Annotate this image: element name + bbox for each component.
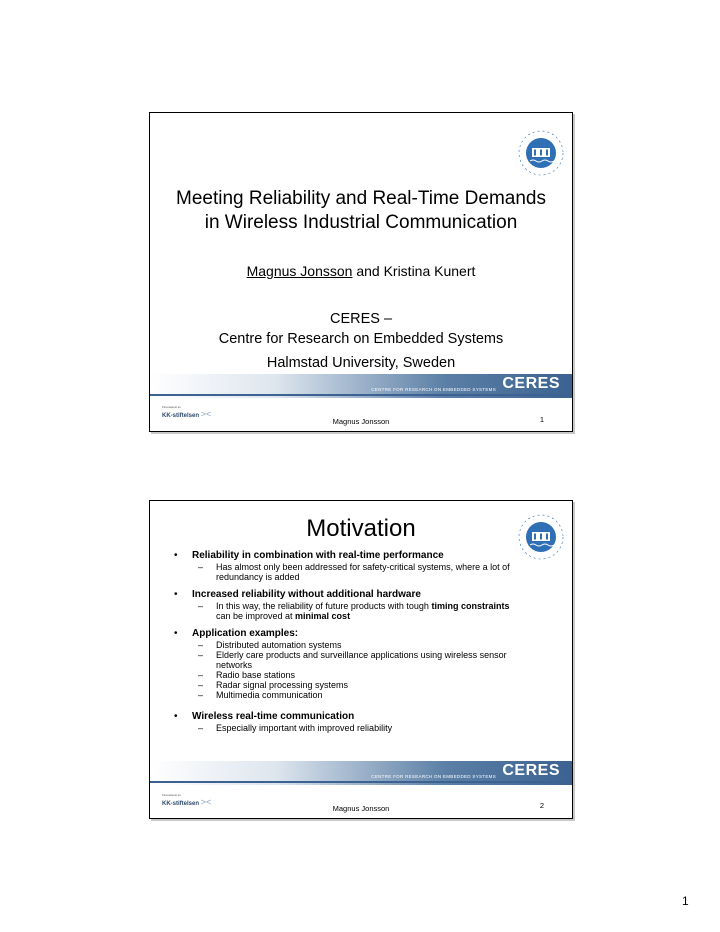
kk-stiftelsen-logo: Finansierat av KK-stiftelsen >< <box>162 793 212 807</box>
footer-author: Magnus Jonsson <box>332 417 390 426</box>
bullet-item: • Wireless real-time communication <box>172 711 512 723</box>
halmstad-logo <box>513 125 569 181</box>
chevron-icon: >< <box>200 409 212 419</box>
sub-bullet-item: – Distributed automation systems <box>172 640 512 650</box>
footer-divider <box>150 781 572 783</box>
bullet-item: • Application examples: <box>172 628 512 640</box>
slide-2 <box>149 500 573 819</box>
kk-stiftelsen-logo: Finansierat av KK-stiftelsen >< <box>162 405 212 419</box>
slide-number: 1 <box>539 415 544 424</box>
footer-divider <box>150 394 572 396</box>
sub-bullet-item: – Multimedia communication <box>172 690 512 700</box>
slide-title: Motivation <box>306 515 416 542</box>
slide-title: Meeting Reliability and Real-Time Demands in Wireless Industrial Communication <box>176 188 546 233</box>
ceres-tagline: CENTRE FOR RESEARCH ON EMBEDDED SYSTEMS <box>371 774 496 779</box>
author-primary: Magnus Jonsson <box>246 263 353 279</box>
ceres-logo: CERES <box>502 375 560 392</box>
slide-1 <box>149 112 573 432</box>
sub-bullet-item: – Especially important with improved reliability <box>172 723 512 733</box>
sub-bullet-item: – Elderly care products and surveillance applications using wireless sensor networks <box>172 650 512 670</box>
bullet-list <box>172 550 512 733</box>
sub-bullet-item: – Has almost only been addressed for safety-critical systems, where a lot of redundancy is added <box>172 562 512 582</box>
bullet-item: • Reliability in combination with real-time performance <box>172 550 512 562</box>
sub-bullet-item: – Radar signal processing systems <box>172 680 512 690</box>
ceres-tagline: CENTRE FOR RESEARCH ON EMBEDDED SYSTEMS <box>371 387 496 392</box>
document-page-number: 1 <box>682 894 689 908</box>
ceres-logo: CERES <box>502 762 560 779</box>
authors <box>150 263 572 279</box>
organization: CERES – Centre for Research on Embedded Systems Halmstad University, Sweden <box>218 311 504 371</box>
author-secondary: and Kristina Kunert <box>352 263 476 279</box>
bullet-item: • Increased reliability without additional hardware <box>172 589 512 601</box>
sub-bullet-item: – Radio base stations <box>172 670 512 680</box>
footer-author: Magnus Jonsson <box>332 804 390 813</box>
sub-bullet-item: – In this way, the reliability of future products with tough timing constraints can be improved at minimal cost <box>172 601 512 621</box>
halmstad-seal-icon <box>513 125 569 181</box>
chevron-icon: >< <box>200 797 212 807</box>
slide-number: 2 <box>539 801 544 810</box>
